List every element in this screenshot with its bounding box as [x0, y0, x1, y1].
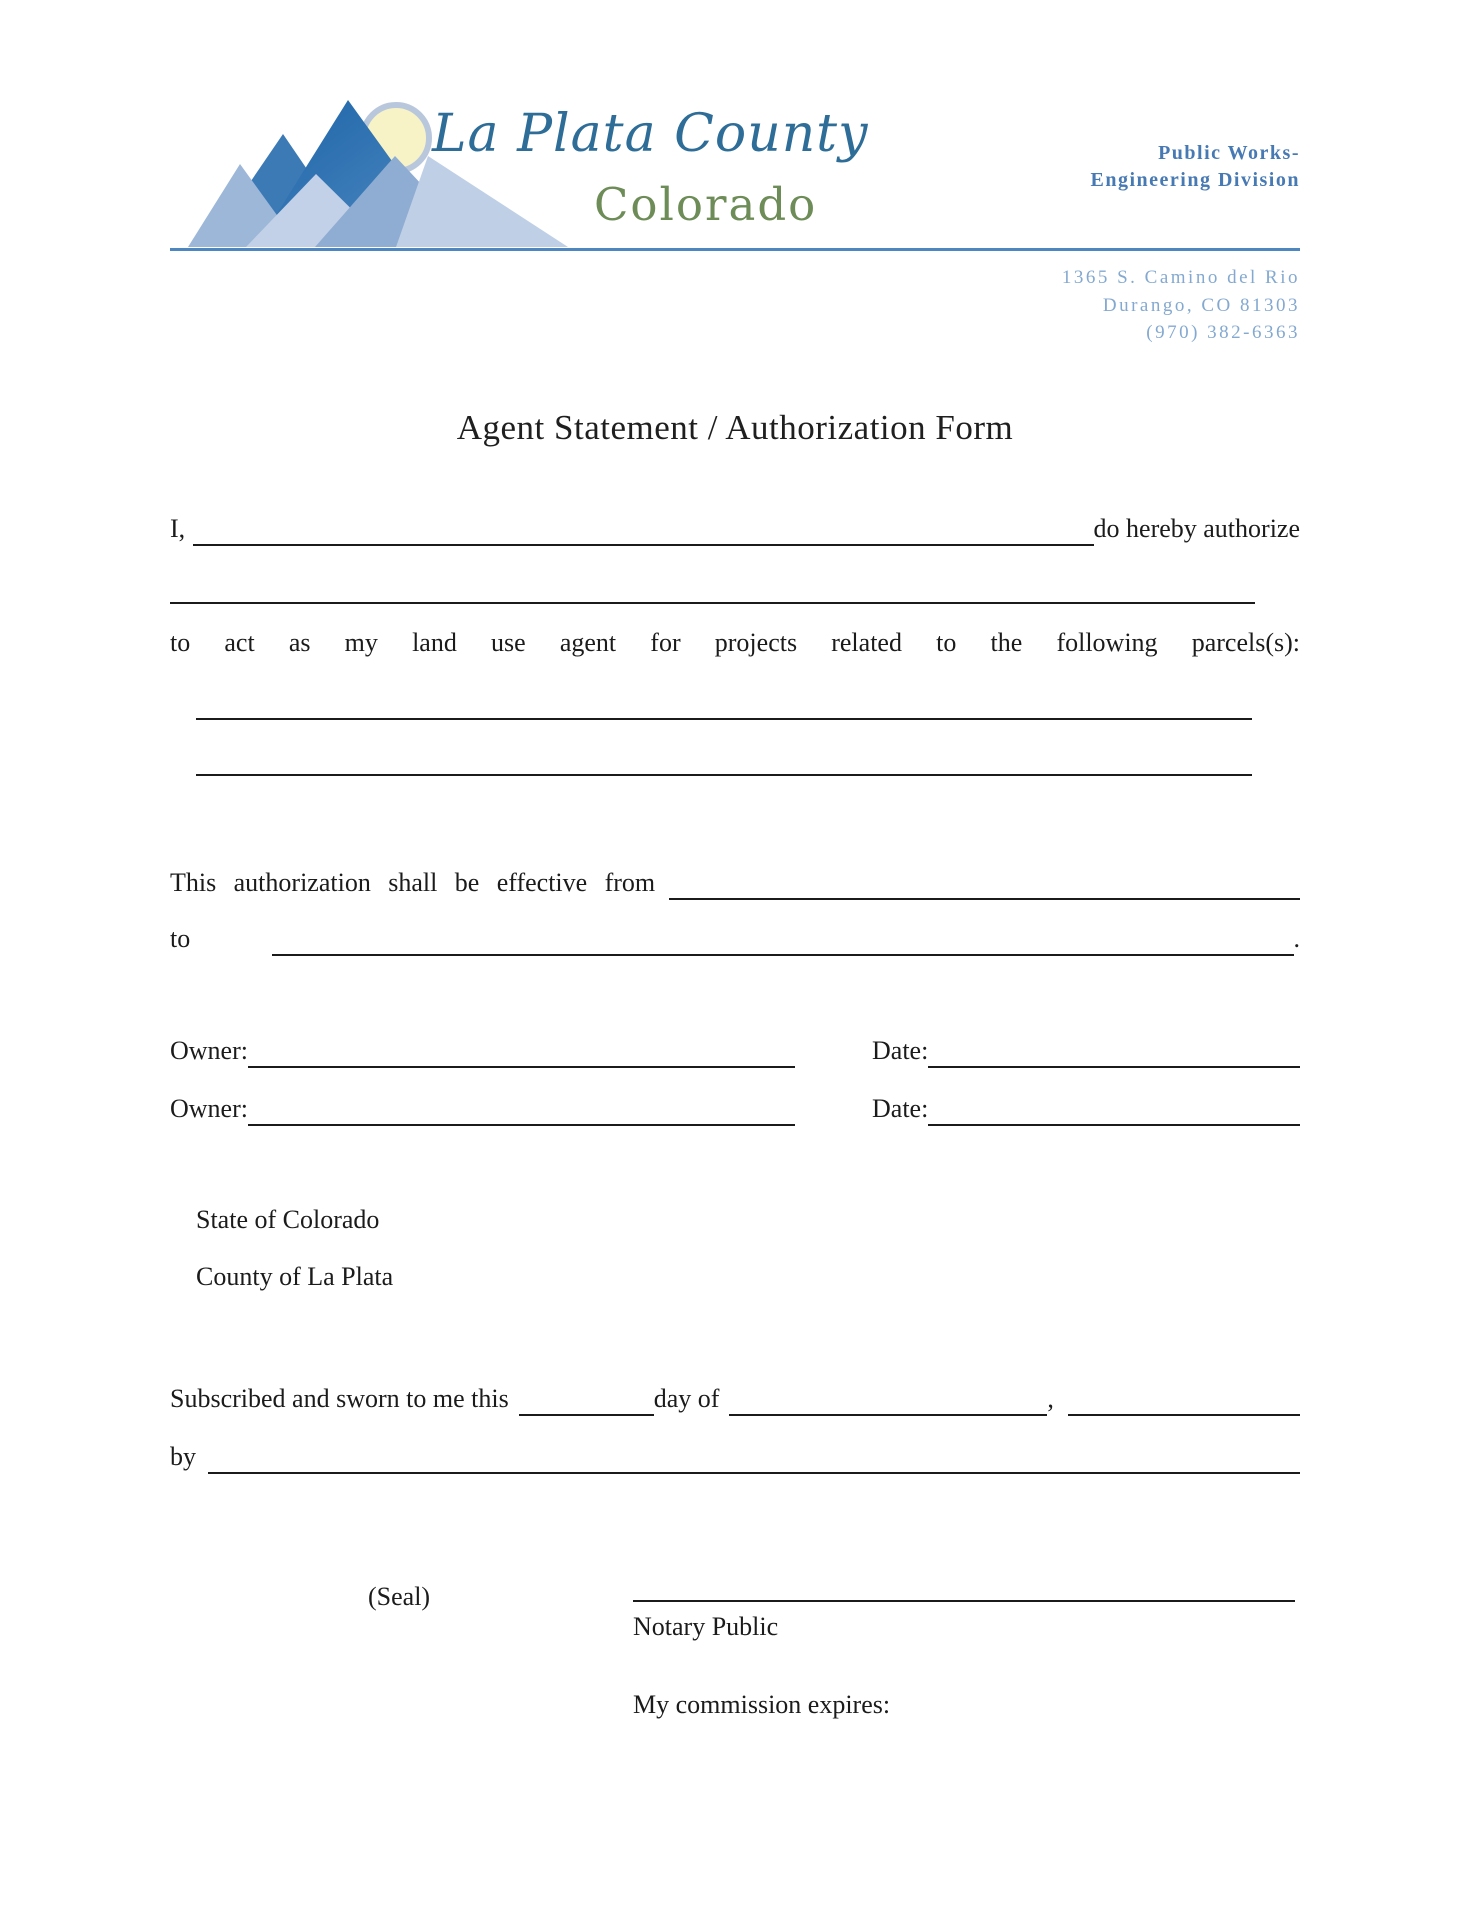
division-line2: Engineering Division [1090, 169, 1300, 191]
effective-from-text: This authorization shall be effective from [170, 868, 656, 898]
form-title: Agent Statement / Authorization Form [456, 408, 1014, 447]
owner-signature-blank-2[interactable] [248, 1096, 795, 1126]
seal-label: (Seal) [368, 1582, 431, 1611]
division-line1: Public Works- [1158, 142, 1300, 164]
date-label-2: Date: [872, 1094, 929, 1124]
county-script-text: La Plata County [432, 104, 869, 164]
parcel-blank-1[interactable] [196, 684, 1252, 720]
county-of-la-plata: County of La Plata [196, 1262, 394, 1291]
state-of-colorado: State of Colorado [196, 1205, 380, 1234]
date-label-1: Date: [872, 1036, 929, 1066]
authorizer-name-blank[interactable] [193, 516, 1093, 546]
address-line1: 1365 S. Camino del Rio [1061, 267, 1300, 288]
sworn-prefix: Subscribed and sworn to me this [170, 1384, 509, 1414]
sworn-line [170, 1376, 1300, 1416]
notary-signature-blank[interactable] [633, 1562, 1295, 1602]
header-divider-rule [170, 248, 1300, 251]
effective-to-line [170, 916, 1300, 956]
sworn-year-blank[interactable] [1068, 1386, 1300, 1416]
colorado-text: Colorado [594, 178, 818, 231]
owner-label-2: Owner: [170, 1094, 248, 1124]
by-label: by [170, 1442, 196, 1472]
authorizer-prefix: I, [170, 514, 186, 544]
phone-number: (970) 382-6363 [1146, 322, 1300, 344]
owner-label-1: Owner: [170, 1036, 248, 1066]
division-name [1091, 140, 1300, 194]
by-name-blank[interactable] [208, 1444, 1300, 1474]
effective-to-date-blank[interactable] [272, 926, 1293, 956]
to-label: to [170, 924, 191, 954]
notary-public-label: Notary Public [633, 1612, 779, 1641]
notary-block [633, 1562, 1295, 1720]
day-of-label: day of [653, 1384, 720, 1414]
agent-clause: to act as my land use agent for projects related to the following parcels(s): [170, 628, 1300, 657]
owner-signature-blank-1[interactable] [248, 1038, 795, 1068]
agent-name-blank[interactable] [170, 566, 1255, 604]
sentence-period: . [1293, 924, 1300, 954]
commission-expires-label: My commission expires: [633, 1690, 891, 1719]
owner-date-row-2 [170, 1086, 1300, 1126]
sworn-day-blank[interactable] [519, 1386, 654, 1416]
authorizer-line [170, 506, 1300, 546]
date-blank-1[interactable] [928, 1038, 1300, 1068]
authorize-suffix: do hereby authorize [1093, 514, 1300, 544]
owner-date-row-1 [170, 1028, 1300, 1068]
parcel-blank-2[interactable] [196, 740, 1252, 776]
address-line2: Durango, CO 81303 [1102, 294, 1300, 316]
effective-from-date-blank[interactable] [669, 870, 1300, 900]
sworn-comma: , [1047, 1384, 1054, 1414]
sworn-month-blank[interactable] [729, 1386, 1047, 1416]
address-block [1062, 264, 1300, 347]
date-blank-2[interactable] [928, 1096, 1300, 1126]
effective-from-line [170, 860, 1300, 900]
by-line [170, 1434, 1300, 1474]
